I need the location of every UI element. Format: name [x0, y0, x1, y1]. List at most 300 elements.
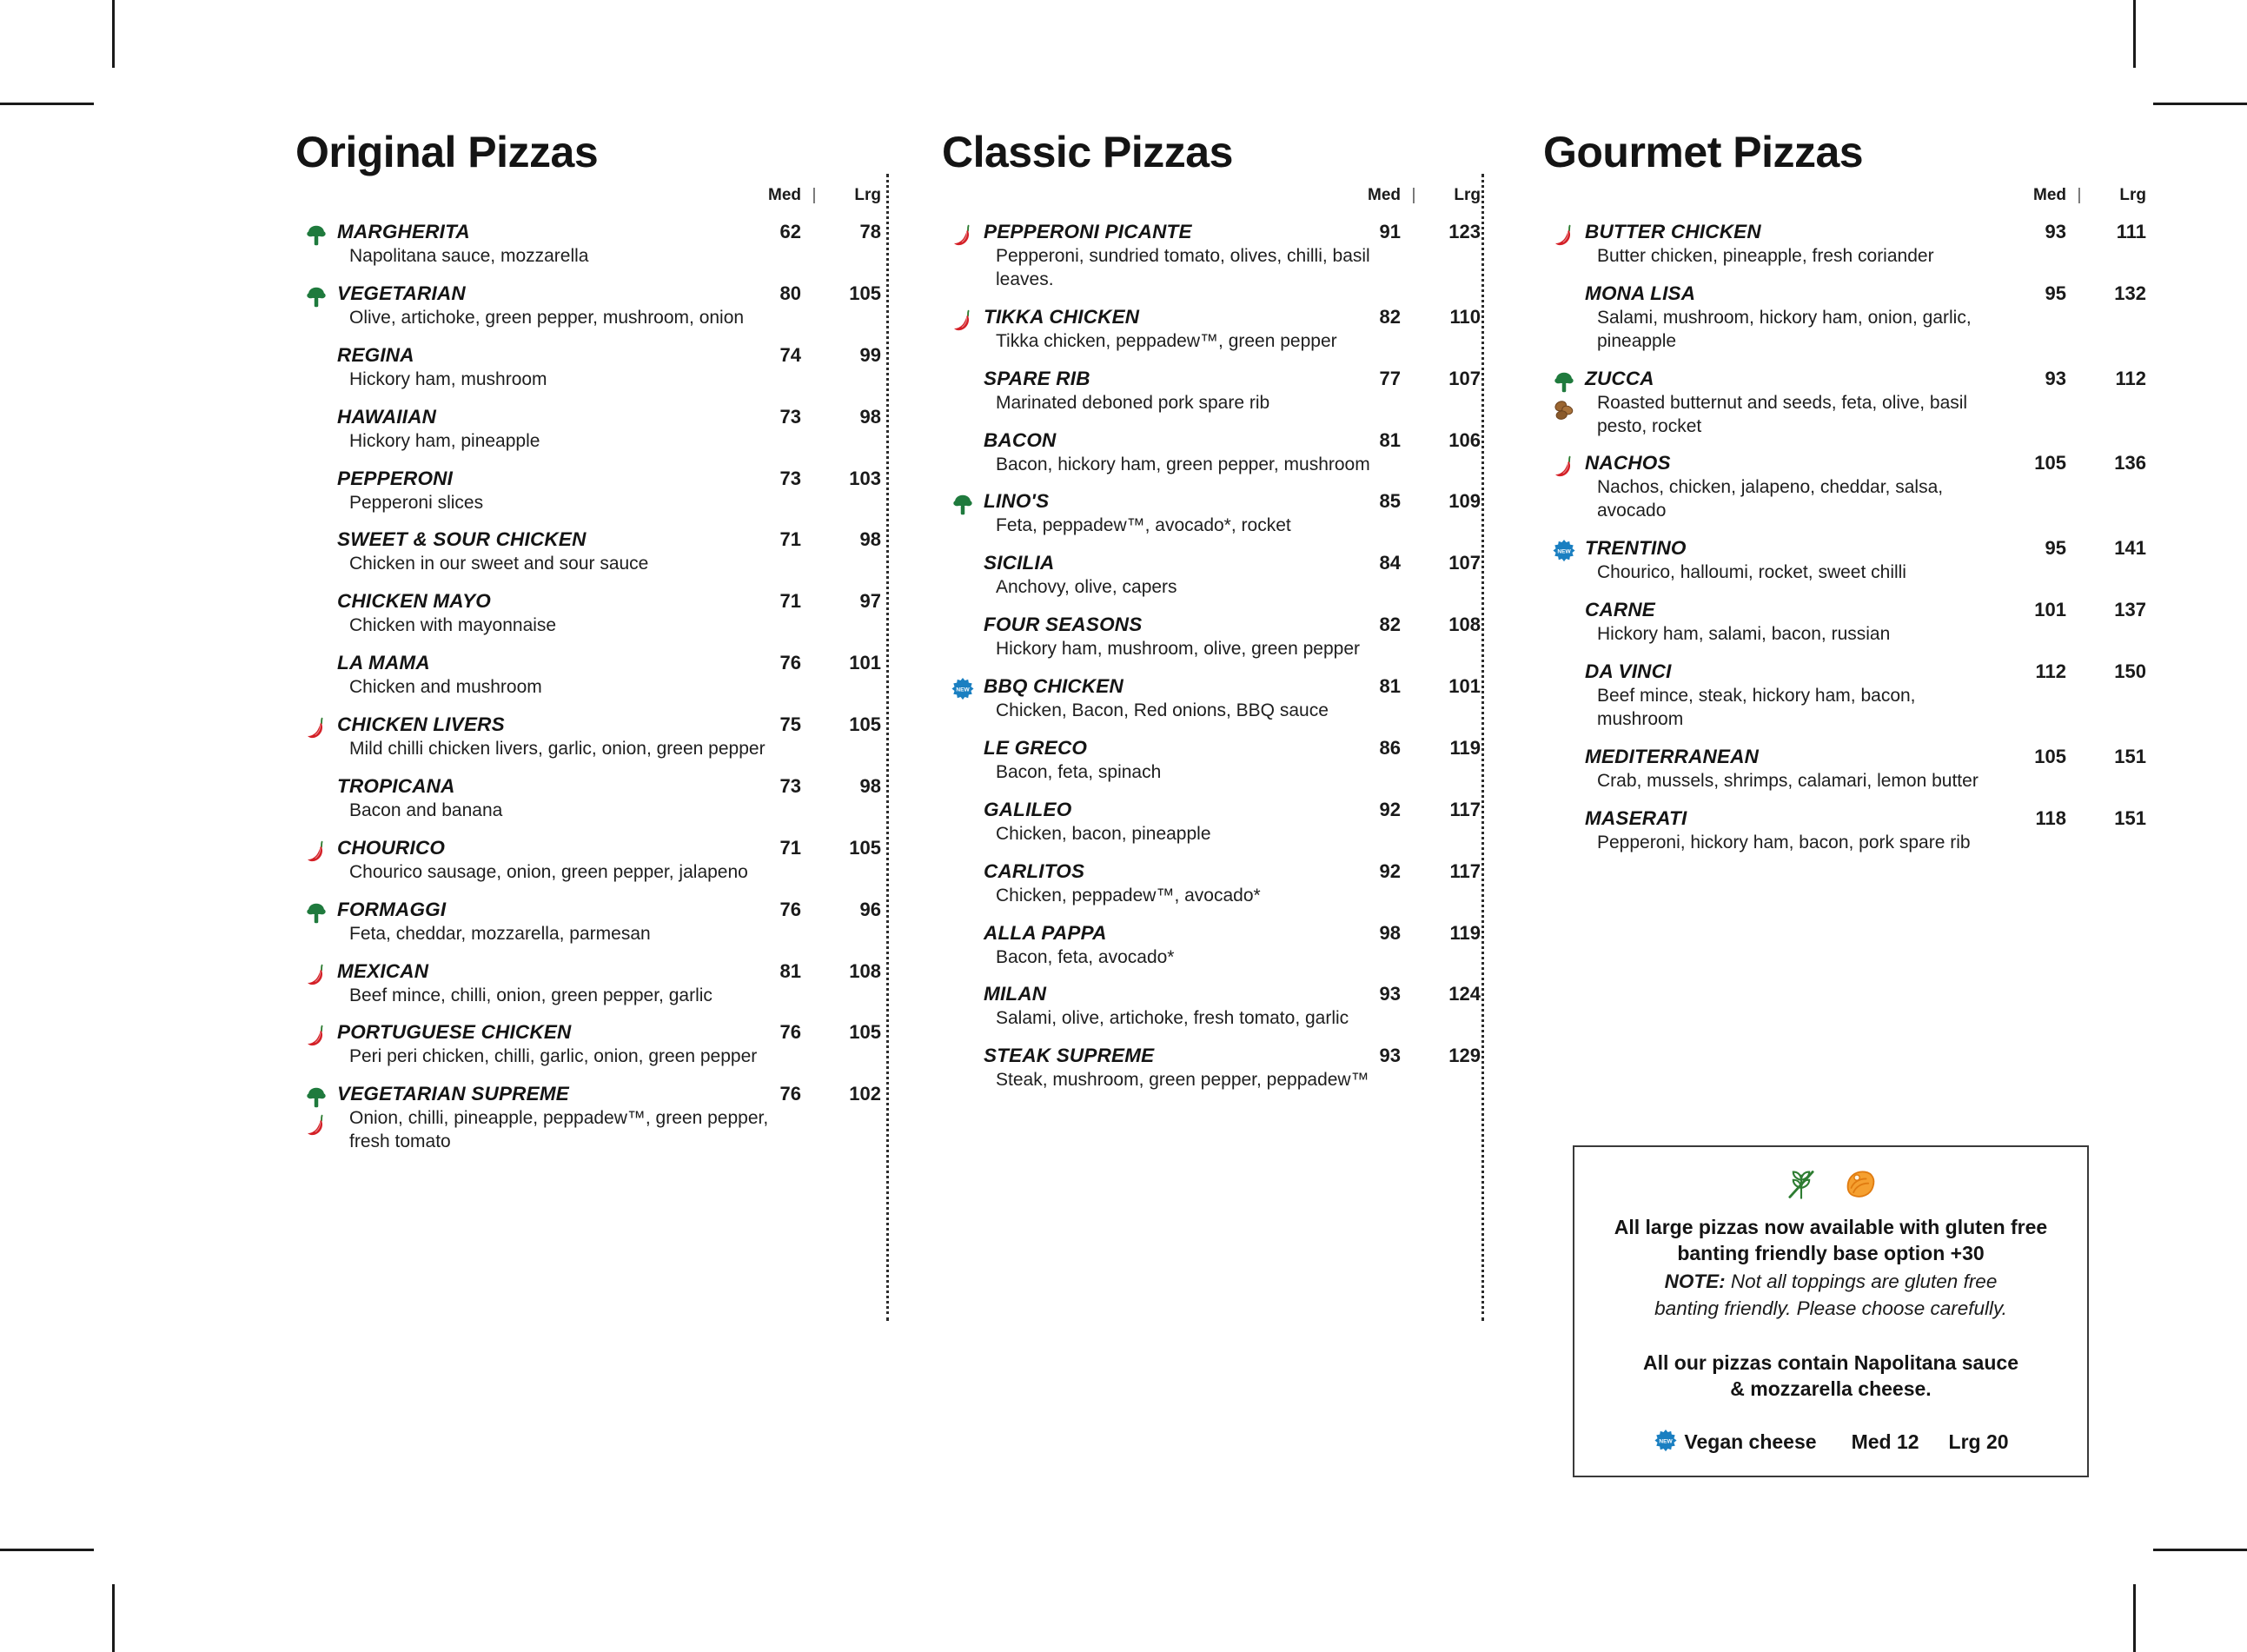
menu-item-prices	[733, 1083, 881, 1105]
crop-mark-top-right	[2133, 0, 2136, 68]
menu-item-name: NACHOS	[1585, 452, 1671, 474]
menu-item-price-med: 92	[1379, 798, 1401, 820]
menu-item-prices	[733, 713, 881, 736]
menu-item-prices	[1333, 490, 1481, 513]
menu-item-price-med: 77	[1379, 367, 1401, 389]
info-box-note-line-2: banting friendly. Please choose carefully.	[1654, 1297, 2007, 1320]
menu-item-description: Bacon, hickory ham, green pepper, mushroom	[996, 454, 1370, 474]
menu-item-description: Chicken in our sweet and sour sauce	[349, 554, 649, 574]
menu-item-price-gap	[801, 1083, 827, 1105]
menu-item	[295, 1021, 881, 1069]
menu-item-description: Bacon and banana	[349, 799, 503, 820]
price-header-med: Med	[1368, 186, 1401, 204]
menu-item-price-gap	[1401, 429, 1427, 452]
menu-item-description: Crab, mussels, shrimps, calamari, lemon butter	[1597, 770, 1979, 791]
menu-item-description: Steak, mushroom, green pepper, peppadew™	[996, 1070, 1369, 1091]
menu-item-prices	[1333, 860, 1481, 883]
menu-item-price-lrg: 101	[849, 652, 881, 674]
menu-item-body	[984, 221, 1481, 292]
menu-item-price-lrg: 99	[859, 343, 881, 366]
menu-item-price-lrg: 78	[859, 221, 881, 242]
menu-item-prices	[733, 406, 881, 428]
menu-item-price-lrg: 119	[1449, 736, 1481, 759]
menu-item-price-lrg: 108	[849, 959, 881, 982]
menu-column-classic	[904, 130, 1503, 1106]
menu-item-description: Feta, cheddar, mozzarella, parmesan	[349, 923, 651, 944]
menu-item-name: ZUCCA	[1585, 367, 1654, 389]
chilli-icon	[303, 839, 329, 865]
menu-item-name-row	[984, 429, 1481, 452]
menu-item	[942, 675, 1481, 723]
menu-item-name: TRENTINO	[1585, 537, 1687, 560]
menu-item-price-med: 76	[779, 1021, 801, 1044]
menu-item-body	[984, 983, 1481, 1031]
menu-item-icons	[1543, 282, 1585, 284]
menu-item-icons	[295, 652, 337, 654]
menu-item-body	[984, 860, 1481, 908]
menu-item-price-gap	[801, 406, 827, 428]
menu-item-price-lrg: 124	[1448, 983, 1481, 1005]
column-title-classic: Classic Pizzas	[942, 128, 1233, 176]
menu-item-name-row	[337, 528, 881, 551]
menu-item-body	[984, 1045, 1481, 1092]
menu-item-prices	[733, 590, 881, 613]
menu-item-icons	[1543, 452, 1585, 480]
menu-item-name: STEAK SUPREME	[984, 1045, 1155, 1067]
menu-item-body	[337, 713, 881, 761]
meat-icon	[1842, 1166, 1879, 1203]
menu-item-price-med: 93	[1379, 1045, 1401, 1067]
menu-item-name: GALILEO	[984, 798, 1072, 820]
menu-item-price-lrg: 141	[2114, 537, 2146, 560]
info-box	[1573, 1145, 2089, 1477]
menu-item	[295, 960, 881, 1008]
menu-item-name: MASERATI	[1585, 806, 1687, 829]
menu-item-name-row	[984, 860, 1481, 883]
price-header-lrg: Lrg	[854, 186, 881, 204]
veg-icon	[303, 222, 329, 249]
menu-item	[1543, 368, 2146, 439]
menu-item-price-med: 92	[1379, 859, 1401, 882]
menu-item-description: Butter chicken, pineapple, fresh coriander	[1597, 246, 1934, 266]
menu-item-description: Onion, chilli, pineapple, peppadew™, green pepper, fresh tomato	[349, 1108, 769, 1152]
menu-item-name: DA VINCI	[1585, 660, 1672, 682]
menu-item-name-row	[1585, 807, 2146, 830]
menu-item-body	[337, 652, 881, 700]
price-header-med: Med	[2033, 186, 2066, 204]
menu-item-prices	[1333, 675, 1481, 698]
price-header-lrg: Lrg	[2119, 186, 2146, 204]
menu-item-body	[984, 429, 1481, 477]
menu-item-icons	[295, 1021, 337, 1049]
menu-item-price-gap	[801, 652, 827, 674]
menu-item-icons	[1543, 368, 1585, 423]
menu-item-description: Feta, peppadew™, avocado*, rocket	[996, 515, 1291, 536]
menu-item-price-lrg: 123	[1448, 221, 1481, 242]
price-header-original	[295, 186, 881, 205]
menu-item-icons	[1543, 660, 1585, 662]
menu-item-icons	[295, 713, 337, 741]
menu-item-body	[337, 837, 881, 885]
menu-item-name: MEDITERRANEAN	[1585, 745, 1760, 767]
menu-item-body	[1585, 746, 2146, 793]
menu-item-name-row	[984, 799, 1481, 821]
menu-item-prices	[733, 344, 881, 367]
menu-item-prices	[1333, 221, 1481, 243]
menu-item-price-gap	[2066, 807, 2092, 830]
menu-item-prices	[1998, 746, 2146, 768]
menu-item-body	[337, 528, 881, 576]
menu-item-icons	[295, 528, 337, 530]
menu-item	[295, 221, 881, 269]
menu-item-price-lrg: 107	[1448, 367, 1481, 389]
column-title-original: Original Pizzas	[295, 128, 599, 176]
menu-item-price-gap	[801, 528, 827, 551]
vegan-cheese-label: Vegan cheese	[1684, 1430, 1817, 1453]
menu-item-body	[1585, 368, 2146, 439]
menu-item-body	[337, 960, 881, 1008]
menu-item-name-row	[984, 1045, 1481, 1067]
menu-item-price-lrg: 105	[849, 713, 881, 735]
menu-item-prices	[733, 899, 881, 921]
menu-item	[295, 528, 881, 576]
menu-item-body	[337, 344, 881, 392]
menu-item-name-row	[337, 590, 881, 613]
menu-item-name-row	[337, 960, 881, 983]
menu-item-name-row	[1585, 221, 2146, 243]
menu-item-name: SWEET & SOUR CHICKEN	[337, 528, 587, 551]
menu-item-body	[337, 775, 881, 823]
menu-item-body	[337, 221, 881, 269]
chilli-icon	[950, 308, 976, 334]
menu-item-description: Chicken, bacon, pineapple	[996, 823, 1211, 844]
menu-item-body	[984, 675, 1481, 723]
menu-item-name-row	[337, 406, 881, 428]
menu-item	[942, 490, 1481, 538]
menu-item-price-lrg: 109	[1448, 490, 1481, 513]
menu-item-body	[337, 590, 881, 638]
menu-item-name: PEPPERONI	[337, 467, 454, 489]
menu-item-prices	[733, 837, 881, 859]
menu-item-name: BUTTER CHICKEN	[1585, 221, 1761, 242]
menu-item-body	[1585, 282, 2146, 354]
menu-item-price-gap	[801, 221, 827, 243]
chilli-icon	[950, 222, 976, 249]
svg-text:NEW: NEW	[956, 687, 970, 693]
menu-item-name-row	[337, 713, 881, 736]
new-badge-icon	[1551, 539, 1577, 565]
menu-item	[295, 899, 881, 946]
veg-icon	[303, 900, 329, 926]
menu-item-name: MILAN	[984, 983, 1047, 1005]
menu-item-list-classic	[942, 221, 1481, 1092]
menu-item	[295, 406, 881, 454]
menu-item-price-gap	[1401, 221, 1427, 243]
menu-item-price-gap	[801, 960, 827, 983]
menu-item-name-row	[337, 837, 881, 859]
menu-item-price-gap	[1401, 799, 1427, 821]
menu-item-price-med: 81	[1379, 428, 1401, 451]
menu-item	[1543, 537, 2146, 585]
menu-item-icons	[942, 490, 984, 518]
menu-item-icons	[942, 306, 984, 334]
nuts-icon	[1551, 397, 1577, 423]
menu-item-price-lrg: 108	[1448, 614, 1481, 636]
menu-item-name: LE GRECO	[984, 736, 1088, 759]
menu-item	[1543, 221, 2146, 269]
menu-item-icons	[295, 775, 337, 777]
menu-item-name-row	[984, 675, 1481, 698]
menu-item-name: CHOURICO	[337, 836, 446, 859]
menu-item-price-gap	[1401, 306, 1427, 328]
chilli-icon	[303, 1023, 329, 1049]
menu-item-price-lrg: 98	[859, 528, 881, 551]
info-box-note-text: Not all toppings are gluten free	[1725, 1270, 1998, 1292]
menu-item-name: FOUR SEASONS	[984, 614, 1143, 636]
menu-item-price-med: 71	[779, 528, 801, 551]
menu-item-description: Beef mince, chilli, onion, green pepper, garlic	[349, 985, 713, 1005]
menu-item-prices	[1998, 660, 2146, 683]
menu-item-name-row	[984, 221, 1481, 243]
menu-item-body	[984, 737, 1481, 785]
menu-item	[942, 737, 1481, 785]
menu-item	[295, 775, 881, 823]
menu-item-price-lrg: 105	[849, 836, 881, 859]
menu-item-price-med: 76	[779, 898, 801, 920]
menu-item-prices	[1333, 552, 1481, 574]
menu-item-icons	[295, 960, 337, 988]
menu-item-icons	[1543, 599, 1585, 600]
menu-item-price-med: 85	[1379, 490, 1401, 513]
menu-item-name: PEPPERONI PICANTE	[984, 221, 1192, 242]
menu-item-price-lrg: 105	[849, 1021, 881, 1044]
menu-item-body	[984, 552, 1481, 600]
menu-item-name: CHICKEN LIVERS	[337, 713, 505, 735]
menu-item-price-gap	[801, 282, 827, 305]
menu-item-name: SPARE RIB	[984, 367, 1090, 389]
menu-columns	[295, 130, 2146, 1168]
menu-item-price-lrg: 117	[1449, 859, 1481, 882]
menu-item-price-gap	[1401, 922, 1427, 945]
menu-item	[942, 614, 1481, 661]
menu-item-price-lrg: 151	[2114, 806, 2146, 829]
menu-item	[295, 590, 881, 638]
menu-item-name-row	[1585, 282, 2146, 305]
menu-item-name-row	[337, 652, 881, 674]
menu-item-description: Olive, artichoke, green pepper, mushroom, onion	[349, 307, 745, 328]
menu-item-body	[984, 306, 1481, 354]
menu-item-price-lrg: 132	[2114, 282, 2146, 304]
menu-item-name-row	[984, 490, 1481, 513]
menu-item	[942, 306, 1481, 354]
menu-item-price-gap	[801, 590, 827, 613]
menu-item-name: ALLA PAPPA	[984, 921, 1107, 944]
menu-item-description: Hickory ham, mushroom, olive, green pepper	[996, 639, 1361, 660]
menu-item-price-gap	[801, 1021, 827, 1044]
menu-item-body	[337, 282, 881, 330]
menu-item-description: Hickory ham, mushroom	[349, 368, 547, 389]
menu-item	[1543, 807, 2146, 855]
menu-item	[942, 983, 1481, 1031]
menu-item-name: LA MAMA	[337, 652, 430, 674]
menu-item-prices	[733, 221, 881, 243]
menu-item-description: Pepperoni, hickory ham, bacon, pork spare rib	[1597, 832, 1971, 853]
menu-item	[1543, 452, 2146, 523]
menu-item-price-gap	[2066, 746, 2092, 768]
chilli-icon	[303, 715, 329, 741]
menu-item-price-med: 73	[779, 467, 801, 489]
menu-item-name-row	[1585, 368, 2146, 390]
menu-item-price-lrg: 101	[1448, 675, 1481, 697]
menu-item-icons	[942, 860, 984, 862]
menu-item-body	[1585, 221, 2146, 269]
menu-item-price-med: 74	[779, 343, 801, 366]
menu-item-price-med: 73	[779, 405, 801, 428]
menu-item	[295, 282, 881, 330]
menu-item-name-row	[984, 306, 1481, 328]
menu-item-prices	[733, 528, 881, 551]
menu-item-prices	[1998, 807, 2146, 830]
menu-item-body	[1585, 537, 2146, 585]
info-box-line-3: All our pizzas contain Napolitana sauce	[1643, 1351, 2018, 1375]
info-box-line-4: & mozzarella cheese.	[1730, 1377, 1932, 1401]
menu-item-icons	[295, 344, 337, 346]
menu-item-prices	[1998, 221, 2146, 243]
menu-item-name-row	[337, 1083, 881, 1105]
menu-item-price-lrg: 110	[1449, 305, 1481, 328]
crop-mark-bottom-left	[112, 1584, 115, 1652]
menu-item-name-row	[1585, 746, 2146, 768]
menu-item-price-med: 105	[2034, 452, 2066, 474]
menu-item-icons	[942, 922, 984, 924]
menu-item-price-med: 71	[779, 836, 801, 859]
menu-item-prices	[733, 775, 881, 798]
menu-item-price-gap	[801, 899, 827, 921]
menu-item-name: VEGETARIAN	[337, 282, 466, 304]
menu-item-description: Hickory ham, salami, bacon, russian	[1597, 624, 1891, 644]
vegan-cheese-lrg-price: Lrg 20	[1948, 1430, 2009, 1453]
menu-item-icons	[295, 1083, 337, 1138]
menu-item-price-lrg: 97	[859, 590, 881, 613]
menu-item-name: BBQ CHICKEN	[984, 675, 1124, 697]
menu-item-icons	[942, 675, 984, 703]
menu-item-icons	[942, 799, 984, 800]
menu-item-name: VEGETARIAN SUPREME	[337, 1083, 569, 1105]
menu-item-description: Tikka chicken, peppadew™, green pepper	[996, 330, 1337, 351]
menu-item-price-lrg: 112	[2115, 367, 2146, 389]
menu-item-price-med: 80	[779, 282, 801, 304]
chilli-icon	[303, 962, 329, 988]
menu-item-price-lrg: 129	[1448, 1045, 1481, 1067]
menu-item-description: Peri peri chicken, chilli, garlic, onion, green pepper	[349, 1046, 758, 1067]
menu-item-price-med: 105	[2034, 745, 2066, 767]
menu-item-name-row	[1585, 599, 2146, 621]
menu-item-price-med: 81	[779, 959, 801, 982]
menu-item-prices	[733, 1021, 881, 1044]
info-box-note-label: NOTE:	[1664, 1270, 1726, 1292]
vegan-cheese-med-price: Med 12	[1851, 1430, 1919, 1453]
menu-item-prices	[1998, 368, 2146, 390]
menu-item-description: Roasted butternut and seeds, feta, olive, basil pesto, rocket	[1597, 392, 1968, 436]
menu-item-body	[984, 799, 1481, 846]
menu-item-name-row	[984, 983, 1481, 1005]
menu-item-body	[337, 1021, 881, 1069]
menu-item-price-med: 73	[779, 774, 801, 797]
menu-item-name: CHICKEN MAYO	[337, 590, 491, 613]
menu-item-prices	[1333, 922, 1481, 945]
crop-mark-left-top	[0, 103, 94, 105]
menu-item-price-med: 98	[1379, 921, 1401, 944]
info-box-line-2: banting friendly base option +30	[1677, 1241, 1985, 1264]
crop-mark-right-top	[2153, 103, 2247, 105]
menu-item-icons	[942, 552, 984, 554]
menu-item-name: TROPICANA	[337, 774, 455, 797]
menu-item-body	[1585, 452, 2146, 523]
menu-item-name: PORTUGUESE CHICKEN	[337, 1021, 572, 1044]
menu-item-price-gap	[2066, 599, 2092, 621]
menu-item-prices	[1333, 737, 1481, 760]
menu-item-price-gap	[2066, 452, 2092, 474]
menu-item-body	[337, 468, 881, 515]
menu-item-prices	[733, 652, 881, 674]
menu-item-price-gap	[1401, 675, 1427, 698]
menu-item	[295, 344, 881, 392]
info-box-line-1: All large pizzas now available with gluten free	[1614, 1216, 2048, 1238]
crop-mark-top-left	[112, 0, 115, 68]
menu-item-price-gap	[1401, 552, 1427, 574]
menu-item-description: Mild chilli chicken livers, garlic, onion, green pepper	[349, 739, 766, 759]
menu-item-icons	[942, 737, 984, 739]
menu-item-name-row	[1585, 452, 2146, 474]
menu-item-description: Bacon, feta, spinach	[996, 761, 1162, 782]
menu-item-price-med: 82	[1379, 305, 1401, 328]
menu-item-price-lrg: 107	[1448, 552, 1481, 574]
menu-item-price-lrg: 111	[2116, 221, 2146, 242]
new-badge-icon	[950, 677, 976, 703]
menu-item-price-med: 86	[1379, 736, 1401, 759]
menu-item-price-gap	[801, 775, 827, 798]
chilli-icon	[303, 1112, 329, 1138]
menu-item-price-gap	[2066, 368, 2092, 390]
menu-item-price-gap	[1401, 1045, 1427, 1067]
menu-item-price-lrg: 98	[859, 774, 881, 797]
crop-mark-right-bottom	[2153, 1549, 2247, 1551]
menu-item-name-row	[337, 775, 881, 798]
menu-item-description: Nachos, chicken, jalapeno, cheddar, salsa, avocado	[1597, 477, 1944, 521]
menu-item	[295, 837, 881, 885]
column-title-gourmet: Gourmet Pizzas	[1543, 128, 1864, 176]
menu-item-price-gap	[1401, 983, 1427, 1005]
veg-icon	[303, 284, 329, 310]
menu-item	[295, 652, 881, 700]
menu-item	[295, 1083, 881, 1154]
menu-item	[1543, 660, 2146, 732]
menu-item-price-gap	[1401, 490, 1427, 513]
menu-item-prices	[1333, 983, 1481, 1005]
menu-item-name: TIKKA CHICKEN	[984, 305, 1140, 328]
menu-item-body	[1585, 660, 2146, 732]
menu-item-price-med: 95	[2045, 537, 2066, 560]
menu-item	[1543, 746, 2146, 793]
menu-item	[942, 799, 1481, 846]
gluten-free-icon	[1783, 1166, 1819, 1203]
info-box-icons	[1601, 1166, 2061, 1203]
veg-icon	[1551, 369, 1577, 395]
menu-item-price-med: 91	[1379, 221, 1401, 242]
menu-item-price-lrg: 151	[2114, 745, 2146, 767]
menu-item-price-lrg: 150	[2114, 660, 2146, 682]
menu-item-price-gap	[801, 837, 827, 859]
